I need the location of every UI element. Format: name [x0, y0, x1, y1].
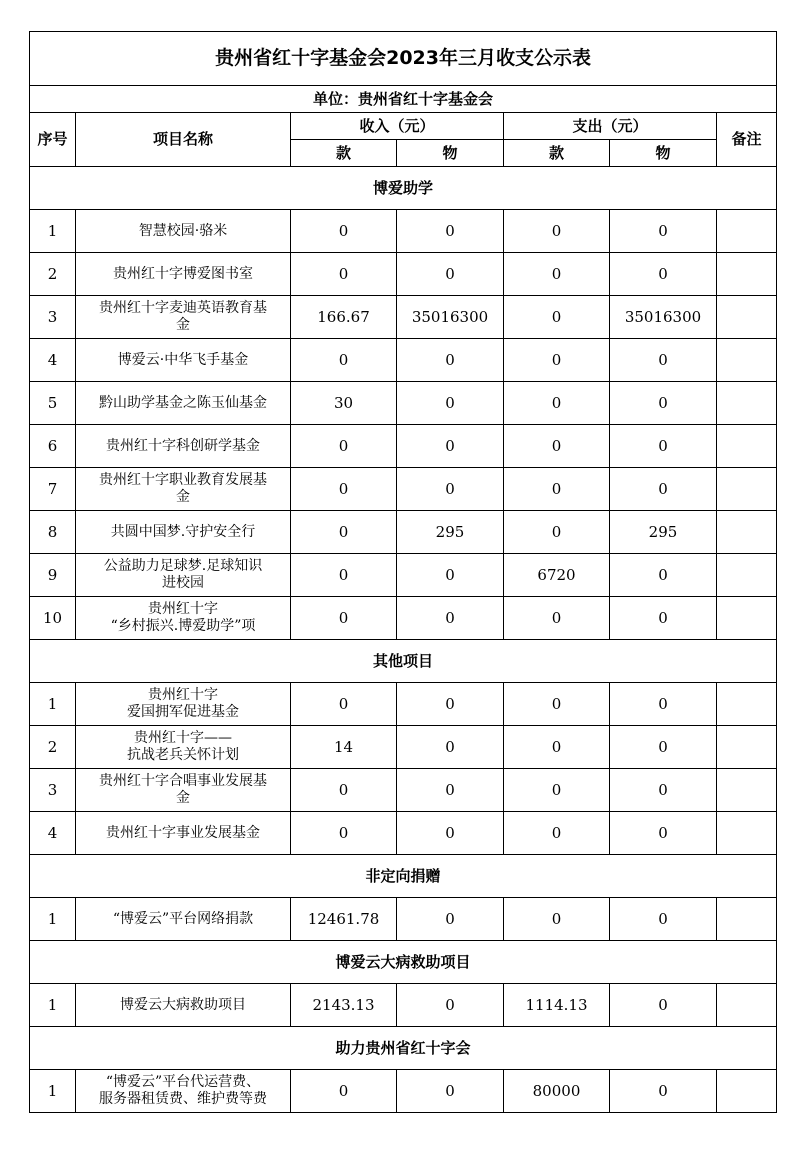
project-name-line: 贵州红十字合唱事业发展基 — [99, 773, 267, 789]
income-money-cell: 0 — [291, 425, 397, 468]
income-goods-cell: 0 — [397, 382, 504, 425]
expense-money-cell: 0 — [504, 812, 610, 855]
expense-money-cell: 0 — [504, 425, 610, 468]
table-title: 贵州省红十字基金会2023年三月收支公示表 — [30, 32, 777, 86]
row-number: 1 — [30, 1070, 76, 1113]
remark-cell — [717, 511, 777, 554]
project-name-line: 贵州红十字 — [148, 601, 218, 617]
project-name — [76, 382, 291, 425]
section-title: 博爱助学 — [30, 167, 777, 210]
table-row — [30, 726, 777, 769]
row-number: 2 — [30, 253, 76, 296]
income-money-cell: 0 — [291, 210, 397, 253]
section-row — [30, 167, 777, 210]
table-row — [30, 683, 777, 726]
income-goods-cell: 0 — [397, 812, 504, 855]
expense-money-cell: 0 — [504, 726, 610, 769]
header-income-money: 款 — [291, 140, 397, 167]
table-row — [30, 382, 777, 425]
income-goods-cell: 0 — [397, 554, 504, 597]
row-number: 1 — [30, 898, 76, 941]
row-number: 7 — [30, 468, 76, 511]
table-row — [30, 210, 777, 253]
project-name-line: 金 — [176, 489, 190, 505]
remark-cell — [717, 253, 777, 296]
expense-money-cell: 0 — [504, 511, 610, 554]
remark-cell — [717, 597, 777, 640]
income-money-cell: 0 — [291, 511, 397, 554]
row-number: 5 — [30, 382, 76, 425]
header-name: 项目名称 — [76, 113, 291, 167]
expense-money-cell: 0 — [504, 683, 610, 726]
remark-cell — [717, 984, 777, 1027]
project-name — [76, 210, 291, 253]
income-goods-cell: 0 — [397, 726, 504, 769]
project-name-line: 抗战老兵关怀计划 — [127, 747, 239, 763]
remark-cell — [717, 468, 777, 511]
income-money-cell: 14 — [291, 726, 397, 769]
expense-goods-cell: 0 — [610, 210, 717, 253]
project-name-line: 共圆中国梦.守护安全行 — [110, 523, 256, 540]
project-name-line: 贵州红十字—— — [134, 730, 232, 746]
remark-cell — [717, 339, 777, 382]
income-money-cell: 0 — [291, 812, 397, 855]
row-number: 8 — [30, 511, 76, 554]
expense-money-cell: 0 — [504, 210, 610, 253]
table-row — [30, 898, 777, 941]
income-goods-cell: 0 — [397, 253, 504, 296]
project-name-line: “博爱云”平台网络捐款 — [112, 910, 254, 927]
remark-cell — [717, 296, 777, 339]
remark-cell — [717, 812, 777, 855]
project-name-line: “博爱云”平台代运营费、 — [105, 1074, 261, 1090]
income-goods-cell: 0 — [397, 210, 504, 253]
project-name — [76, 726, 291, 769]
expense-goods-cell: 0 — [610, 726, 717, 769]
project-name-line: 贵州红十字职业教育发展基 — [99, 472, 267, 488]
project-name — [76, 554, 291, 597]
project-name — [76, 511, 291, 554]
header-remark: 备注 — [717, 113, 777, 167]
section-title: 非定向捐赠 — [30, 855, 777, 898]
remark-cell — [717, 210, 777, 253]
income-money-cell: 0 — [291, 554, 397, 597]
project-name — [76, 769, 291, 812]
header-income: 收入（元） — [291, 113, 504, 140]
row-number: 3 — [30, 769, 76, 812]
table-row — [30, 253, 777, 296]
expense-goods-cell: 0 — [610, 812, 717, 855]
row-number: 1 — [30, 210, 76, 253]
remark-cell — [717, 382, 777, 425]
income-goods-cell: 0 — [397, 597, 504, 640]
remark-cell — [717, 683, 777, 726]
table-row — [30, 296, 777, 339]
row-number: 9 — [30, 554, 76, 597]
expense-money-cell: 80000 — [504, 1070, 610, 1113]
row-number: 4 — [30, 339, 76, 382]
project-name-line: 博爱云大病救助项目 — [120, 996, 246, 1013]
header-expense: 支出（元） — [504, 113, 717, 140]
row-number: 6 — [30, 425, 76, 468]
finance-table — [29, 31, 777, 1113]
header-expense-goods: 物 — [610, 140, 717, 167]
project-name-line: 金 — [176, 790, 190, 806]
project-name — [76, 468, 291, 511]
section-title: 其他项目 — [30, 640, 777, 683]
section-title: 博爱云大病救助项目 — [30, 941, 777, 984]
income-money-cell: 2143.13 — [291, 984, 397, 1027]
project-name-line: 服务器租赁费、维护费等费 — [99, 1091, 267, 1107]
expense-goods-cell: 295 — [610, 511, 717, 554]
project-name-line: “乡村振兴.博爱助学”项 — [110, 618, 256, 634]
table-row — [30, 597, 777, 640]
section-title: 助力贵州省红十字会 — [30, 1027, 777, 1070]
remark-cell — [717, 1070, 777, 1113]
remark-cell — [717, 554, 777, 597]
expense-money-cell: 1114.13 — [504, 984, 610, 1027]
expense-money-cell: 0 — [504, 296, 610, 339]
income-goods-cell: 0 — [397, 1070, 504, 1113]
section-row — [30, 855, 777, 898]
project-name — [76, 984, 291, 1027]
remark-cell — [717, 726, 777, 769]
expense-goods-cell: 0 — [610, 769, 717, 812]
row-number: 3 — [30, 296, 76, 339]
project-name-line: 贵州红十字麦迪英语教育基 — [99, 300, 267, 316]
section-row — [30, 941, 777, 984]
project-name — [76, 812, 291, 855]
expense-money-cell: 0 — [504, 597, 610, 640]
project-name — [76, 425, 291, 468]
header-expense-money: 款 — [504, 140, 610, 167]
income-goods-cell: 0 — [397, 898, 504, 941]
expense-goods-cell: 0 — [610, 597, 717, 640]
header-income-goods: 物 — [397, 140, 504, 167]
project-name-line: 贵州红十字科创研学基金 — [106, 437, 260, 454]
project-name — [76, 253, 291, 296]
income-money-cell: 0 — [291, 683, 397, 726]
income-money-cell: 12461.78 — [291, 898, 397, 941]
project-name-line: 公益助力足球梦.足球知识 — [103, 558, 263, 574]
project-name — [76, 296, 291, 339]
expense-goods-cell: 0 — [610, 253, 717, 296]
income-goods-cell: 0 — [397, 683, 504, 726]
remark-cell — [717, 769, 777, 812]
income-money-cell: 0 — [291, 468, 397, 511]
project-name-line: 进校园 — [162, 575, 204, 591]
income-money-cell: 30 — [291, 382, 397, 425]
expense-money-cell: 6720 — [504, 554, 610, 597]
table-row — [30, 425, 777, 468]
expense-goods-cell: 0 — [610, 425, 717, 468]
project-name-line: 金 — [176, 317, 190, 333]
expense-money-cell: 0 — [504, 382, 610, 425]
row-number: 4 — [30, 812, 76, 855]
expense-goods-cell: 0 — [610, 683, 717, 726]
expense-goods-cell: 0 — [610, 1070, 717, 1113]
project-name — [76, 683, 291, 726]
project-name-line: 爱国拥军促进基金 — [127, 704, 239, 720]
row-number: 1 — [30, 984, 76, 1027]
project-name-line: 博爱云·中华飞手基金 — [117, 351, 249, 368]
expense-goods-cell: 0 — [610, 898, 717, 941]
expense-money-cell: 0 — [504, 253, 610, 296]
income-goods-cell: 295 — [397, 511, 504, 554]
income-goods-cell: 0 — [397, 984, 504, 1027]
expense-money-cell: 0 — [504, 468, 610, 511]
row-number: 2 — [30, 726, 76, 769]
income-goods-cell: 35016300 — [397, 296, 504, 339]
income-goods-cell: 0 — [397, 468, 504, 511]
remark-cell — [717, 425, 777, 468]
expense-money-cell: 0 — [504, 898, 610, 941]
table-row — [30, 984, 777, 1027]
table-row — [30, 339, 777, 382]
project-name — [76, 1070, 291, 1113]
income-goods-cell: 0 — [397, 769, 504, 812]
expense-goods-cell: 0 — [610, 984, 717, 1027]
table-row — [30, 812, 777, 855]
income-money-cell: 0 — [291, 769, 397, 812]
expense-goods-cell: 0 — [610, 468, 717, 511]
income-money-cell: 166.67 — [291, 296, 397, 339]
remark-cell — [717, 898, 777, 941]
project-name-line: 贵州红十字事业发展基金 — [106, 824, 260, 841]
project-name-line: 贵州红十字 — [148, 687, 218, 703]
row-number: 10 — [30, 597, 76, 640]
header-seq: 序号 — [30, 113, 76, 167]
expense-goods-cell: 0 — [610, 339, 717, 382]
unit-label: 单位：贵州省红十字基金会 — [30, 86, 777, 113]
income-money-cell: 0 — [291, 253, 397, 296]
table-row — [30, 511, 777, 554]
project-name-line: 贵州红十字博爱图书室 — [113, 265, 253, 282]
income-goods-cell: 0 — [397, 339, 504, 382]
expense-goods-cell: 35016300 — [610, 296, 717, 339]
project-name-line: 智慧校园·骆米 — [138, 222, 228, 239]
income-money-cell: 0 — [291, 597, 397, 640]
project-name — [76, 898, 291, 941]
income-goods-cell: 0 — [397, 425, 504, 468]
expense-money-cell: 0 — [504, 769, 610, 812]
section-row — [30, 640, 777, 683]
section-row — [30, 1027, 777, 1070]
income-money-cell: 0 — [291, 339, 397, 382]
table-row — [30, 1070, 777, 1113]
income-money-cell: 0 — [291, 1070, 397, 1113]
table-row — [30, 769, 777, 812]
table-row — [30, 554, 777, 597]
row-number: 1 — [30, 683, 76, 726]
project-name — [76, 597, 291, 640]
project-name-line: 黔山助学基金之陈玉仙基金 — [99, 394, 267, 411]
project-name — [76, 339, 291, 382]
expense-money-cell: 0 — [504, 339, 610, 382]
expense-goods-cell: 0 — [610, 382, 717, 425]
table-row — [30, 468, 777, 511]
expense-goods-cell: 0 — [610, 554, 717, 597]
